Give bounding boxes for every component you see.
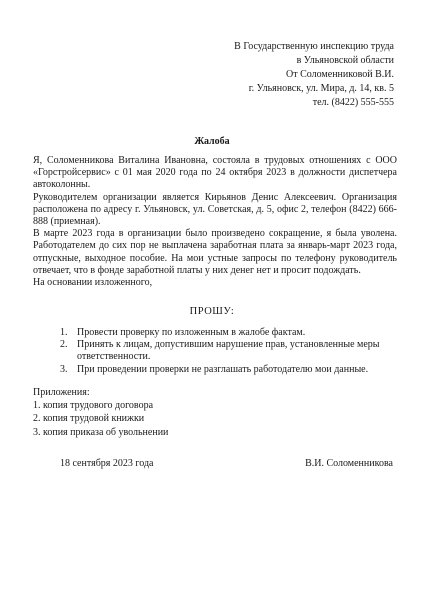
request-list — [60, 327, 390, 376]
addressee-block — [194, 40, 394, 110]
attachment-item: 3. копия приказа об увольнении — [33, 426, 169, 438]
request-item — [60, 364, 390, 376]
complaint-body — [33, 155, 397, 289]
addressee-line: в Ульяновской области — [296, 55, 394, 66]
body-paragraph: Я, Соломенникова Виталина Ивановна, состояла в трудовых отношениях с ООО «Горстройсервис» с 01 мая 2020 года по 24 октября 2023 в должности диспетчера автоколонны. — [33, 155, 397, 191]
body-paragraph: Руководителем организации является Кирьянов Денис Алексеевич. Организация расположена по адресу г. Ульяновск, ул. Советская, д. 5, офис 2, телефон (8422) 666-888 (приемная). — [33, 191, 397, 228]
addressee-line: В Государственную инспекцию труда — [234, 41, 394, 52]
body-paragraph: В марте 2023 года в организации было произведено сокращение, я была уволена. Работодателем до сих пор не выплачена заработная плата за январь-март 2023 года, отпускные, выходное пособие. На мои устные запросы по телефону руководитель отвечает, что в фонде заработной платы у них денег нет и просит подождать. — [33, 228, 397, 276]
signature-name: В.И. Соломенникова — [305, 458, 393, 469]
request-number: 3. — [60, 363, 68, 375]
addressee-line: г. Ульяновск, ул. Мира, д. 14, кв. 5 — [248, 83, 394, 94]
attachments-heading: Приложения: — [33, 387, 90, 398]
request-text: Провести проверку по изложенным в жалобе фактам. — [77, 327, 306, 338]
request-heading: ПРОШУ: — [189, 306, 235, 317]
addressee-line: От Соломенниковой В.И. — [286, 69, 394, 80]
signature-date: 18 сентября 2023 года — [60, 458, 154, 469]
addressee-line: тел. (8422) 555-555 — [312, 97, 394, 108]
request-item — [60, 327, 390, 339]
body-paragraph: На основании изложенного, — [33, 277, 153, 289]
request-number: 2. — [60, 339, 68, 351]
document-title: Жалоба — [194, 136, 230, 147]
attachment-item: 1. копия трудового договора — [33, 400, 154, 412]
request-item — [60, 339, 390, 363]
request-number: 1. — [60, 327, 68, 338]
attachment-item: 2. копия трудовой книжки — [33, 413, 145, 425]
request-text: При проведении проверки не разглашать работодателю мои данные. — [77, 363, 369, 375]
attachments-block — [33, 386, 333, 439]
request-text: Принять к лицам, допустившим нарушение прав, установленные меры ответственности. — [77, 339, 380, 363]
